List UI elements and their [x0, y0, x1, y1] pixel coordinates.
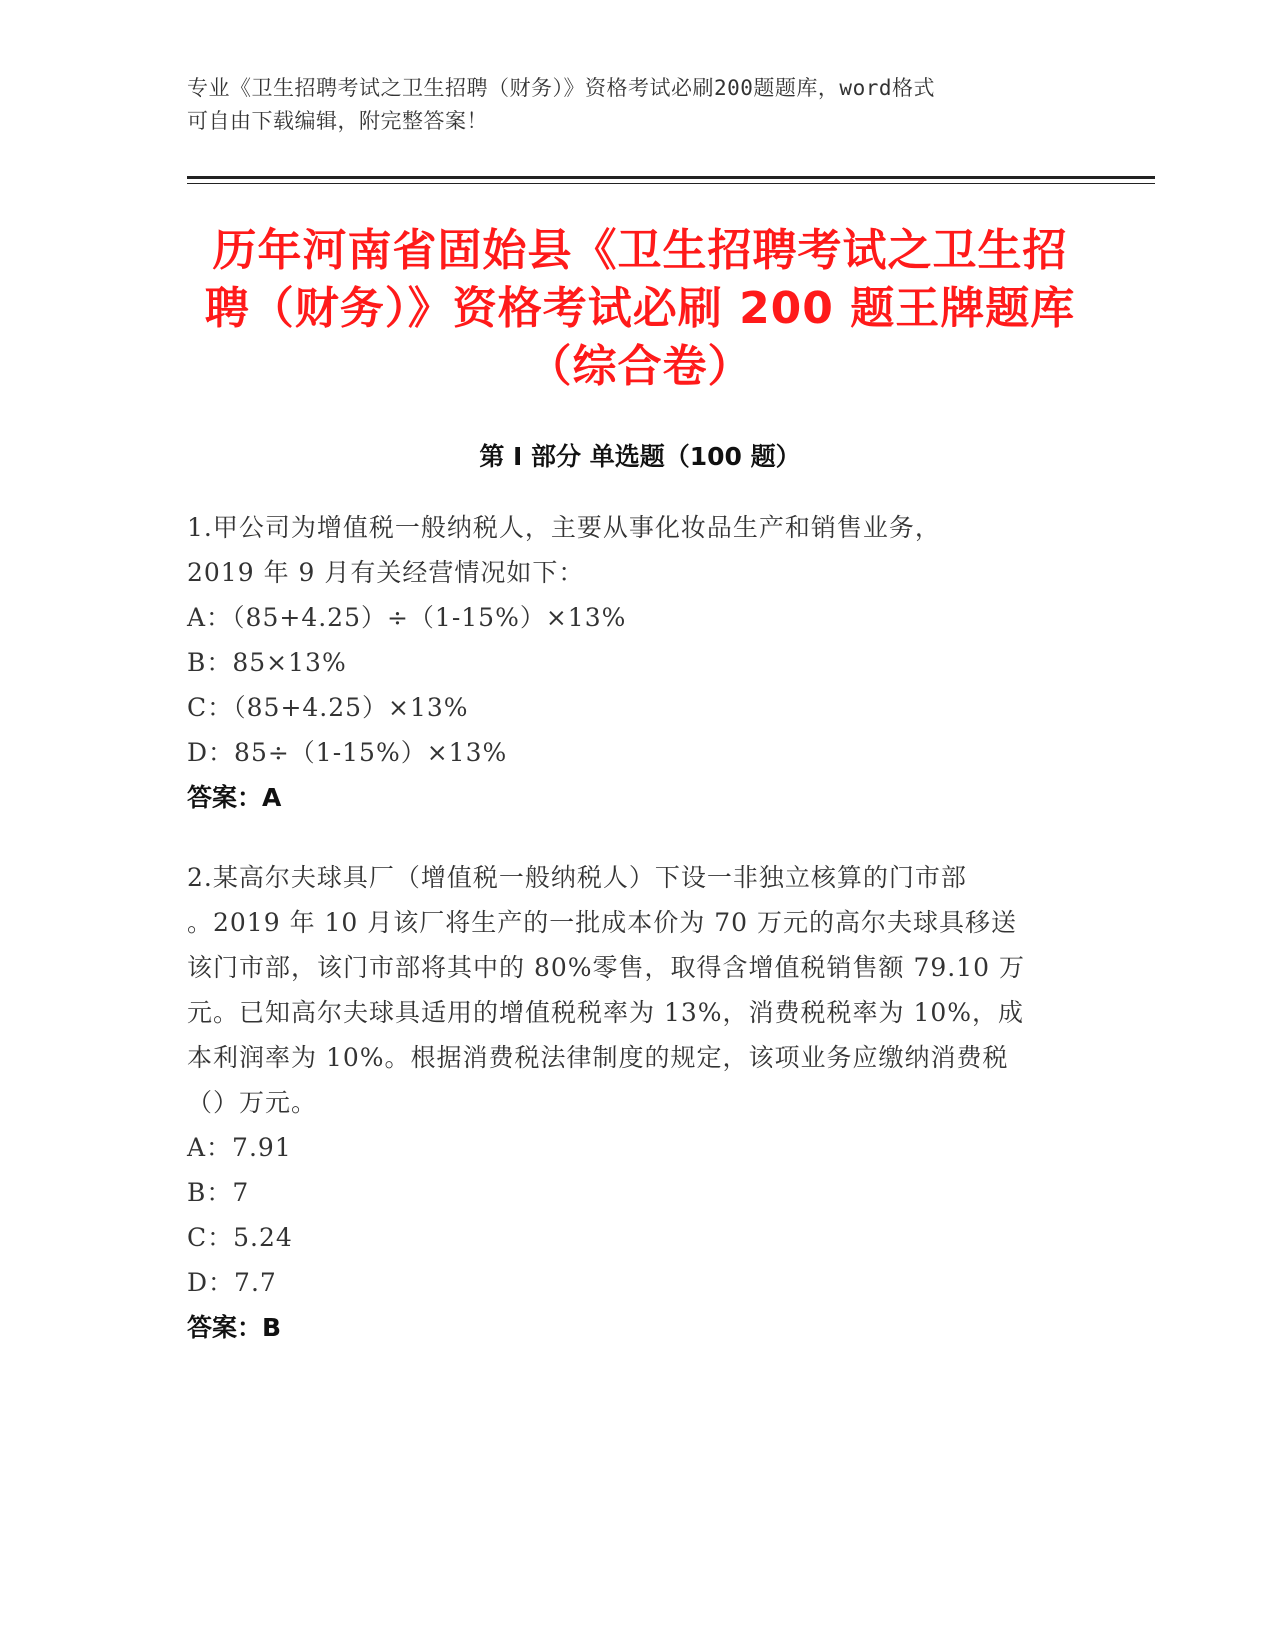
document-title	[190, 222, 1090, 396]
option-b: B：7	[187, 1178, 250, 1207]
section-heading: 第 I 部分 单选题（100 题）	[479, 442, 801, 471]
question-text-line: 本利润率为 10%。根据消费税法律制度的规定，该项业务应缴纳消费税	[187, 1043, 1009, 1072]
title-line-2: 聘（财务）》资格考试必刷 200 题王牌题库	[204, 283, 1076, 334]
header-note-line-1: 专业《卫生招聘考试之卫生招聘（财务）》资格考试必刷200题题库，word格式	[187, 76, 935, 100]
question-text-line: 2.某高尔夫球具厂（增值税一般纳税人）下设一非独立核算的门市部	[187, 863, 967, 892]
option-b: B：85×13%	[187, 648, 347, 677]
question-text-line: 2019 年 9 月有关经营情况如下：	[187, 558, 585, 587]
answer-label: 答案：B	[187, 1313, 282, 1342]
option-a: A：7.91	[187, 1133, 292, 1162]
question-2	[187, 855, 1087, 1350]
question-text-line: 1.甲公司为增值税一般纳税人，主要从事化妆品生产和销售业务，	[187, 513, 941, 542]
option-d: D：85÷（1-15%）×13%	[187, 738, 508, 767]
header-divider-thin	[187, 183, 1155, 184]
question-text-line: 。2019 年 10 月该厂将生产的一批成本价为 70 万元的高尔夫球具移送	[187, 908, 1017, 937]
option-c: C：5.24	[187, 1223, 293, 1252]
question-text-line: （）万元。	[187, 1088, 318, 1117]
question-text-line: 该门市部，该门市部将其中的 80%零售，取得含增值税销售额 79.10 万	[187, 953, 1025, 982]
header-note	[187, 72, 1067, 138]
option-c: C：（85+4.25）×13%	[187, 693, 469, 722]
option-d: D：7.7	[187, 1268, 277, 1297]
answer-label: 答案：A	[187, 783, 282, 812]
header-note-line-2: 可自由下载编辑，附完整答案！	[187, 109, 488, 133]
question-1	[187, 505, 1087, 820]
question-text-line: 元。已知高尔夫球具适用的增值税税率为 13%，消费税税率为 10%，成	[187, 998, 1025, 1027]
option-a: A：（85+4.25）÷（1-15%）×13%	[187, 603, 627, 632]
title-line-3: （综合卷）	[527, 341, 753, 392]
header-divider-thick	[187, 176, 1155, 179]
title-line-1: 历年河南省固始县《卫生招聘考试之卫生招	[212, 225, 1068, 276]
